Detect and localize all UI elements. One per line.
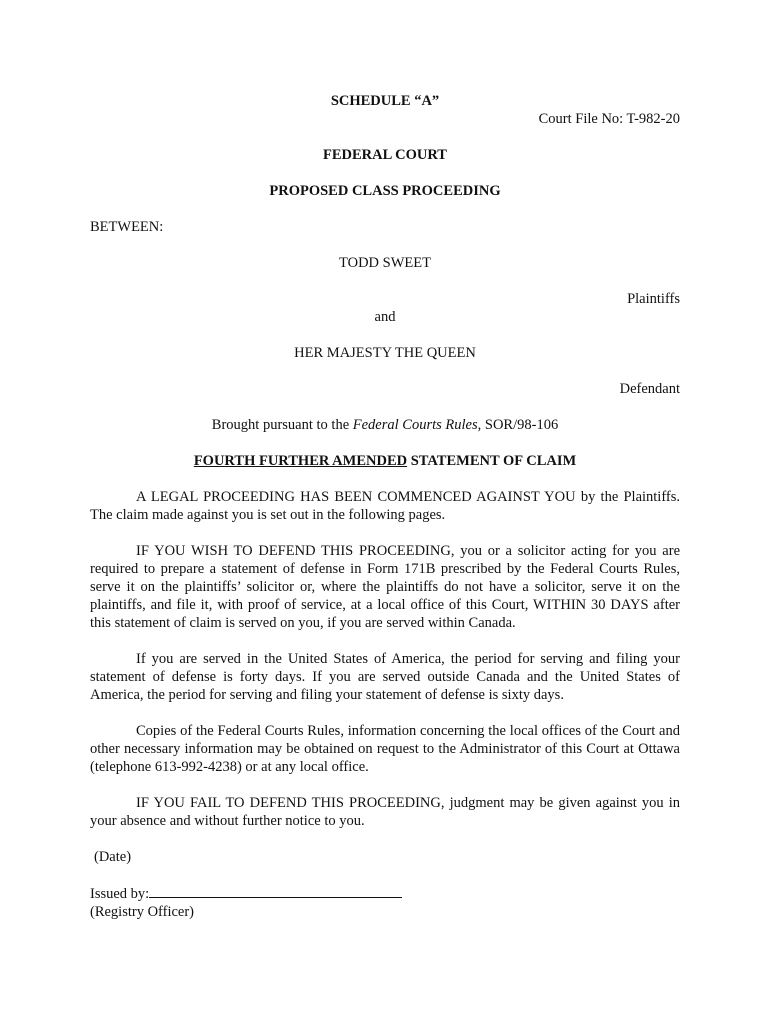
court-file-number: Court File No: T-982-20 [538,111,680,127]
title-rest: STATEMENT OF CLAIM [407,453,577,469]
registry-officer-label: (Registry Officer) [90,904,195,920]
document-page [90,92,680,921]
and-label: and [374,309,396,325]
plaintiff-role: Plaintiffs [627,291,680,307]
brought-pursuant-line [90,416,680,434]
paragraph-defend: IF YOU WISH TO DEFEND THIS PROCEEDING, you or a solicitor acting for you are required to prepare a statement of defense in Form 171B prescribed by the Federal Courts Rules, serve it on the plaintiffs’ solicitor or, where the plaintiffs do not have a solicitor, serve it on the plaintiffs, and file it, with proof of service, at a local office of this Court, WITHIN 30 DAYS after this statement of claim is served on you, if you are served within Canada. [90,543,680,631]
proceeding-type: PROPOSED CLASS PROCEEDING [269,183,501,199]
rules-name: Federal Courts Rules [352,417,478,433]
between-label: BETWEEN: [90,219,164,235]
title-amendment: FOURTH FURTHER AMENDED [193,453,408,469]
paragraph-fail: IF YOU FAIL TO DEFEND THIS PROCEEDING, judgment may be given against you in your absence and without further notice to you. [90,795,680,829]
brought-suffix: , SOR/98-106 [477,417,559,433]
date-label: (Date) [94,849,132,865]
document-title [90,452,680,470]
schedule-heading: SCHEDULE “A” [330,93,440,109]
paragraph-copies: Copies of the Federal Courts Rules, information concerning the local offices of the Court and other necessary information may be obtained on request to the Administrator of this Court at Ottawa (telephone 613-992-4238) or at any local office. [90,723,680,775]
paragraph-commenced: A LEGAL PROCEEDING HAS BEEN COMMENCED AGAINST YOU by the Plaintiffs. The claim made against you is set out in the following pages. [90,489,680,523]
issued-by-label: Issued by: [90,886,150,902]
plaintiff-name: TODD SWEET [339,255,431,271]
brought-prefix: Brought pursuant to the [211,417,353,433]
signature-line [149,884,402,898]
court-name: FEDERAL COURT [323,147,447,163]
defendant-role: Defendant [619,381,680,397]
paragraph-served-us: If you are served in the United States of America, the period for serving and filing your statement of defense is forty days. If you are served outside Canada and the United States of America, the period for serving and filing your statement of defense is sixty days. [90,651,680,703]
defendant-name: HER MAJESTY THE QUEEN [294,345,476,361]
issued-by-line [90,884,680,903]
